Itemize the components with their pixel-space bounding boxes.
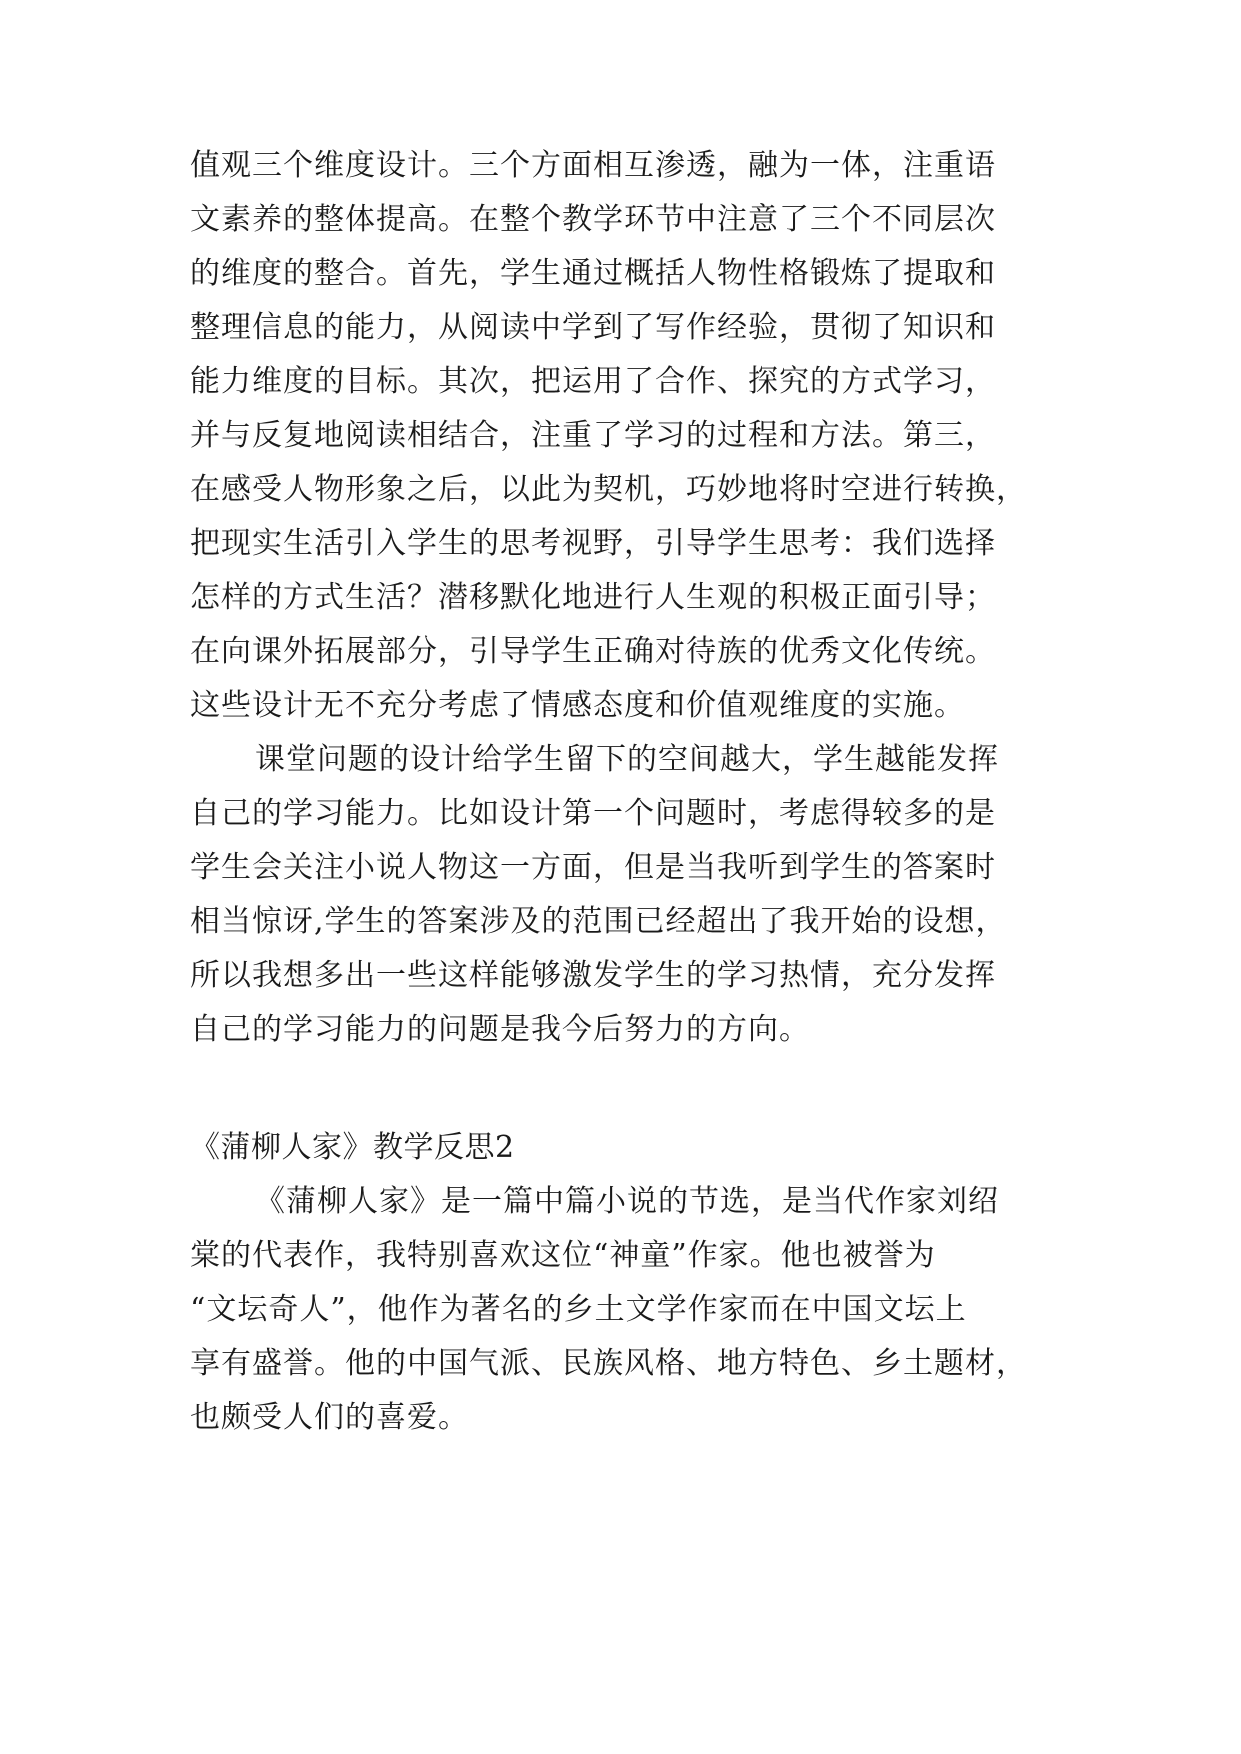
- paragraph-line: 课堂问题的设计给学生留下的空间越大，学生越能发挥: [255, 742, 999, 777]
- paragraph-line: 怎样的方式生活？潜移默化地进行人生观的积极正面引导；: [190, 580, 996, 615]
- paragraph-line: 整理信息的能力，从阅读中学到了写作经验，贯彻了知识和: [190, 310, 996, 345]
- paragraph-line: 相当惊讶,学生的答案涉及的范围已经超出了我开始的设想，: [190, 904, 1007, 939]
- paragraph-line: 把现实生活引入学生的思考视野，引导学生思考：我们选择: [190, 526, 996, 561]
- paragraph-line: 自己的学习能力。比如设计第一个问题时，考虑得较多的是: [190, 796, 996, 831]
- paragraph-line: 自己的学习能力的问题是我今后努力的方向。: [190, 1012, 810, 1047]
- paragraph-line: 学生会关注小说人物这一方面，但是当我听到学生的答案时: [190, 850, 996, 885]
- paragraph-line: “文坛奇人”，他作为著名的乡土文学作家而在中国文坛上: [190, 1292, 967, 1327]
- paragraph-line: 的维度的整合。首先，学生通过概括人物性格锻炼了提取和: [190, 256, 996, 291]
- paragraph-line: 所以我想多出一些这样能够激发学生的学习热情，充分发挥: [190, 958, 996, 993]
- paragraph-line: 《蒲柳人家》是一篇中篇小说的节选，是当代作家刘绍: [255, 1184, 999, 1219]
- paragraph-line: 也颇受人们的喜爱。: [190, 1400, 469, 1435]
- paragraph-line: 这些设计无不充分考虑了情感态度和价值观维度的实施。: [190, 688, 965, 723]
- paragraph-line: 文素养的整体提高。在整个教学环节中注意了三个不同层次: [190, 202, 996, 237]
- paragraph-line: 在感受人物形象之后，以此为契机，巧妙地将时空进行转换，: [190, 472, 1027, 507]
- paragraph-line: 能力维度的目标。其次，把运用了合作、探究的方式学习，: [190, 364, 996, 399]
- paragraph-line: 在向课外拓展部分，引导学生正确对待族的优秀文化传统。: [190, 634, 996, 669]
- paragraph-line: 享有盛誉。他的中国气派、民族风格、地方特色、乡土题材，: [190, 1346, 1027, 1381]
- paragraph-line: 并与反复地阅读相结合，注重了学习的过程和方法。第三，: [190, 418, 996, 453]
- paragraph-line: 棠的代表作，我特别喜欢这位“神童”作家。他也被誉为: [190, 1238, 936, 1273]
- paragraph-line: 值观三个维度设计。三个方面相互渗透，融为一体，注重语: [190, 148, 996, 183]
- section-title: 《蒲柳人家》教学反思2: [190, 1130, 515, 1165]
